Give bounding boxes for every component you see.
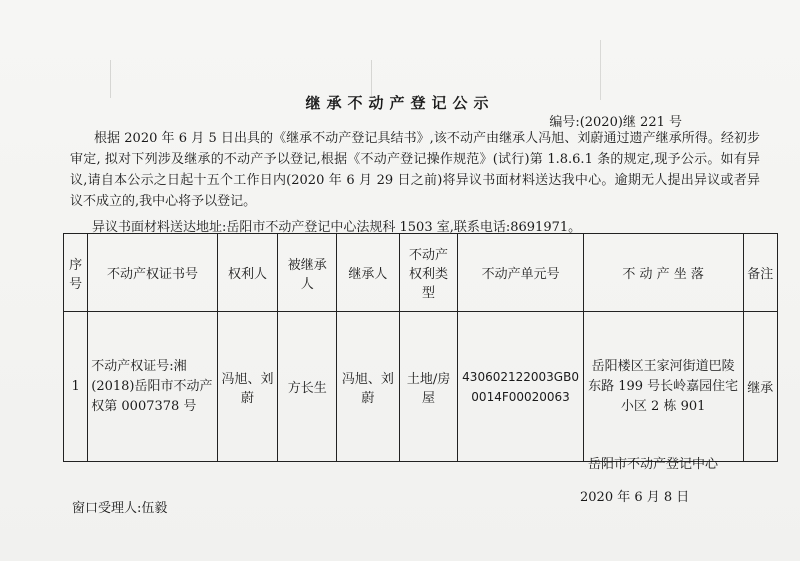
header-right-type: 不动产权利类型 <box>399 234 458 312</box>
header-remark: 备注 <box>743 234 777 312</box>
header-heir: 继承人 <box>337 234 400 312</box>
header-inheritee: 被继承人 <box>278 234 337 312</box>
header-location: 不 动 产 坐 落 <box>583 234 743 312</box>
issuing-organization: 岳阳市不动产登记中心 <box>588 457 719 472</box>
issue-date: 2020 年 6 月 8 日 <box>580 490 690 505</box>
objection-address: 异议书面材料送达地址:岳阳市不动产登记中心法规科 1503 室,联系电话:8691971。 <box>92 220 582 235</box>
header-seq: 序号 <box>64 234 88 312</box>
cell-unit-no: 430602122003GB00014F00020063 <box>458 312 583 462</box>
cell-inheritee: 方长生 <box>278 312 337 462</box>
property-table <box>63 233 778 462</box>
cell-heir: 冯旭、刘蔚 <box>337 312 400 462</box>
header-cert-no: 不动产权证书号 <box>88 234 217 312</box>
cell-seq: 1 <box>64 312 88 462</box>
table-header-row <box>64 234 778 312</box>
bleed-through-mark <box>600 40 791 100</box>
header-right-holder: 权利人 <box>217 234 278 312</box>
window-receiver: 窗口受理人:伍毅 <box>72 501 168 516</box>
document-number: 编号:(2020)继 221 号 <box>549 115 682 130</box>
cell-location: 岳阳楼区王家河街道巴陵东路 199 号长岭嘉园住宅小区 2 栋 901 <box>583 312 743 462</box>
header-unit-no: 不动产单元号 <box>458 234 583 312</box>
cell-right-holder: 冯旭、刘蔚 <box>217 312 278 462</box>
table-row <box>64 312 778 462</box>
notice-body: 根据 2020 年 6 月 5 日出具的《继承不动产登记具结书》,该不动产由继承人冯旭、刘蔚通过遗产继承所得。经初步审定, 拟对下列涉及继承的不动产予以登记,根据《不动产登记操作规范》(试行)第 1.8.6.1 条的规定,现予公示。如有异议,请自本公示之日起十五个工作日内(2020 年 6 月 29 日之前)将异议书面材料送达我中心。逾期无人提出异议或者异议不成立的,我中心将予以登记。 <box>70 131 760 209</box>
cell-remark: 继承 <box>743 312 777 462</box>
cell-right-type: 土地/房屋 <box>399 312 458 462</box>
notice-title: 继承不动产登记公示 <box>305 94 495 112</box>
cell-cert-no: 不动产权证号:湘(2018)岳阳市不动产权第 0007378 号 <box>88 312 217 462</box>
